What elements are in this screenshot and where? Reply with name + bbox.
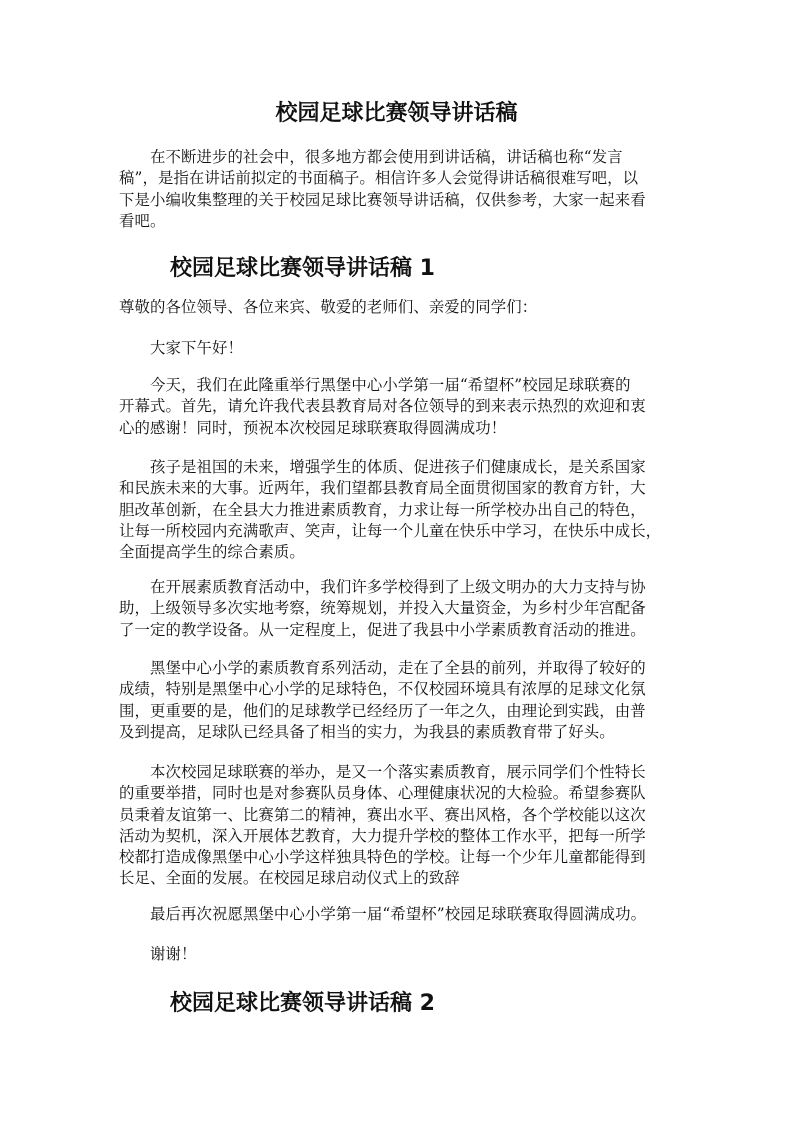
text-line: 的重要举措，同时也是对参赛队员身体、心理健康状况的大检验。希望参赛队: [119, 784, 646, 803]
paragraph-1: [119, 375, 679, 439]
salutation: [119, 297, 679, 318]
text-line: 校都打造成像黑堡中心小学这样独具特色的学校。让每一个少年儿童都能得到: [119, 848, 646, 867]
text-line: 长足、全面的发展。在校园足球启动仪式上的致辞: [119, 869, 460, 888]
text-line: 及到提高，足球队已经具备了相当的实力，为我县的素质教育带了好头。: [119, 722, 615, 741]
text-line: 全面提高学生的综合素质。: [119, 543, 305, 562]
text-line: 让每一所校园内充满歌声、笑声，让每一个儿童在快乐中学习，在快乐中成长，: [119, 521, 662, 540]
text-line: 本次校园足球联赛的举办，是又一个落实素质教育，展示同学们个性特长: [150, 763, 646, 781]
text-line: 了一定的教学设备。从一定程度上，促进了我县中小学素质教育活动的推进。: [119, 620, 646, 639]
text-line: 在开展素质教育活动中，我们许多学校得到了上级文明办的大力支持与协: [150, 578, 646, 596]
paragraph-5: [119, 762, 679, 890]
text-line: 员秉着友谊第一、比赛第二的精神，赛出水平、赛出风格，各个学校能以这次: [119, 805, 646, 824]
thanks: [119, 944, 679, 965]
greeting: [119, 338, 679, 359]
text-line: 成绩，特别是黑堡中心小学的足球特色，不仅校园环境具有浓厚的足球文化氛: [119, 680, 646, 699]
section-2-heading: 校园足球比赛领导讲话稿 2: [170, 991, 435, 1016]
text-line: 和民族未来的大事。近两年，我们望都县教育局全面贯彻国家的教育方针，大: [119, 479, 646, 498]
text-line: 大家下午好！: [150, 339, 243, 357]
text-line: 孩子是祖国的未来，增强学生的体质、促进孩子们健康成长，是关系国家: [150, 458, 646, 476]
text-line: 在不断进步的社会中，很多地方都会使用到讲话稿，讲话稿也称“发言: [150, 148, 623, 166]
text-line: 今天，我们在此隆重举行黑堡中心小学第一届“希望杯”校园足球联赛的: [150, 376, 631, 394]
text-line: 活动为契机，深入开展体艺教育，大力提升学校的整体工作水平，把每一所学: [119, 826, 646, 845]
text-line: 稿”，是指在讲话前拟定的书面稿子。相信许多人会觉得讲话稿很难写吧，以: [119, 169, 639, 188]
paragraph-4: [119, 658, 679, 743]
text-line: 心的感谢！同时，预祝本次校园足球联赛取得圆满成功！: [119, 418, 507, 437]
paragraph-6: [119, 904, 679, 925]
document-title: 校园足球比赛领导讲话稿: [275, 101, 518, 126]
text-line: 胆改革创新，在全县大力推进素质教育，力求让每一所学校办出自己的特色，: [119, 500, 646, 519]
paragraph-3: [119, 577, 679, 641]
text-line: 黑堡中心小学的素质教育系列活动，走在了全县的前列，并取得了较好的: [150, 659, 646, 677]
text-line: 助，上级领导多次实地考察，统筹规划，并投入大量资金，为乡村少年宫配备: [119, 599, 646, 618]
text-line: 尊敬的各位领导、各位来宾、敬爱的老师们、亲爱的同学们：: [119, 298, 538, 316]
text-line: 最后再次祝愿黑堡中心小学第一届“希望杯”校园足球联赛取得圆满成功。: [150, 905, 647, 923]
paragraph-2: [119, 457, 679, 563]
text-line: 围，更重要的是，他们的足球教学已经经历了一年之久，由理论到实践，由普: [119, 701, 646, 720]
section-1-heading: 校园足球比赛领导讲话稿 1: [170, 256, 435, 281]
text-line: 下是小编收集整理的关于校园足球比赛领导讲话稿，仅供参考，大家一起来看: [119, 190, 646, 209]
text-line: 谢谢！: [150, 945, 197, 963]
text-line: 看吧。: [119, 211, 166, 230]
text-line: 开幕式。首先，请允许我代表县教育局对各位领导的到来表示热烈的欢迎和衷: [119, 397, 646, 416]
intro-paragraph: [119, 147, 679, 232]
